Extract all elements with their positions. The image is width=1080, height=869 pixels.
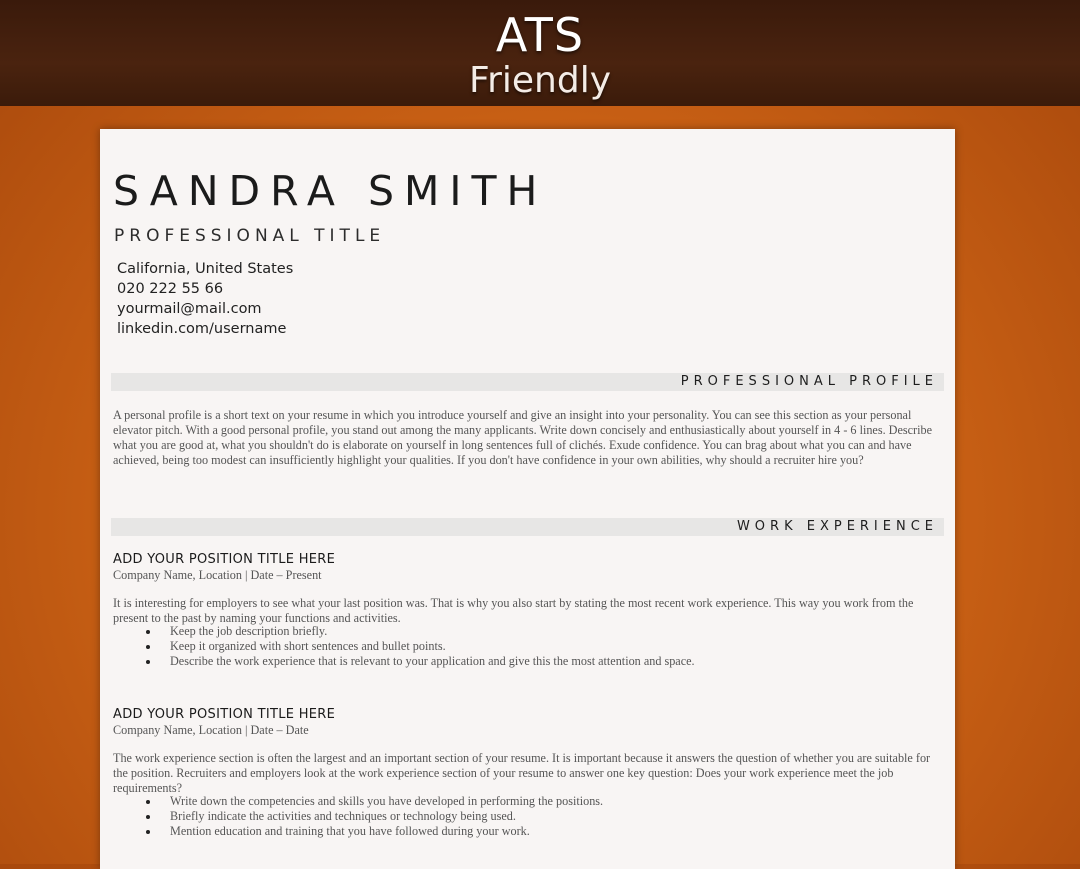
- profile-text: A personal profile is a short text on your resume in which you introduce yourself and give an insight into your personality. You can see this section as your personal elevator pitch. With a good personal profile, you stand out among the many applicants. Write down concisely and enthusiastically about yourself in 4 - 6 lines. Describe what you are good at, what you shouldn't do is elaborate on yourself in long sentences full of clichés. Exude confidence. You can brag about what you can and have achieved, being too modest can insufficiently highlight your qualities. If you don't have confidence in your own abilities, why should a recruiter hire you?: [113, 408, 932, 467]
- list-item: Briefly indicate the activities and techniques or technology being used.: [142, 809, 603, 824]
- contact-linkedin: linkedin.com/username: [117, 321, 287, 337]
- list-item: Mention education and training that you have followed during your work.: [142, 824, 603, 839]
- contact-location: California, United States: [117, 261, 294, 277]
- job-1-description: It is interesting for employers to see what your last position was. That is why you also start by stating the most recent work experience. This way you work from the present to the past by naming your functions and activities.: [113, 596, 914, 625]
- banner-subtitle: Friendly: [468, 60, 611, 101]
- experience-section-header: [111, 518, 944, 536]
- resume-page: [100, 129, 955, 869]
- job-2-title: ADD YOUR POSITION TITLE HERE: [113, 707, 336, 722]
- banner-title: ATS: [495, 8, 585, 62]
- professional-title: PROFESSIONAL TITLE: [114, 226, 386, 246]
- job-2-meta: Company Name, Location | Date – Date: [113, 723, 309, 737]
- job-2-bullet-list: [142, 794, 603, 839]
- list-item: Write down the competencies and skills you have developed in performing the positions.: [142, 794, 603, 809]
- list-item: Keep the job description briefly.: [142, 624, 695, 639]
- job-1-bullet-list: [142, 624, 695, 669]
- profile-section-header: [111, 373, 944, 391]
- ats-friendly-banner: [0, 0, 1080, 106]
- profile-heading: PROFESSIONAL PROFILE: [680, 374, 938, 389]
- contact-phone: 020 222 55 66: [117, 281, 224, 297]
- job-1-meta: Company Name, Location | Date – Present: [113, 568, 322, 582]
- list-item: Describe the work experience that is relevant to your application and give this the most attention and space.: [142, 654, 695, 669]
- job-2-description: The work experience section is often the largest and an important section of your resume. It is important because it answers the question of whether you are suitable for the position. Recruiters and employers look at the work experience section of your resume to answer one key question: Does your work experience meet the job requirements?: [113, 751, 931, 795]
- contact-block: [117, 259, 293, 339]
- candidate-name: SANDRA SMITH: [113, 167, 548, 215]
- experience-heading: WORK EXPERIENCE: [736, 519, 938, 534]
- list-item: Keep it organized with short sentences and bullet points.: [142, 639, 695, 654]
- contact-email: yourmail@mail.com: [117, 301, 262, 317]
- job-1-title: ADD YOUR POSITION TITLE HERE: [113, 552, 336, 567]
